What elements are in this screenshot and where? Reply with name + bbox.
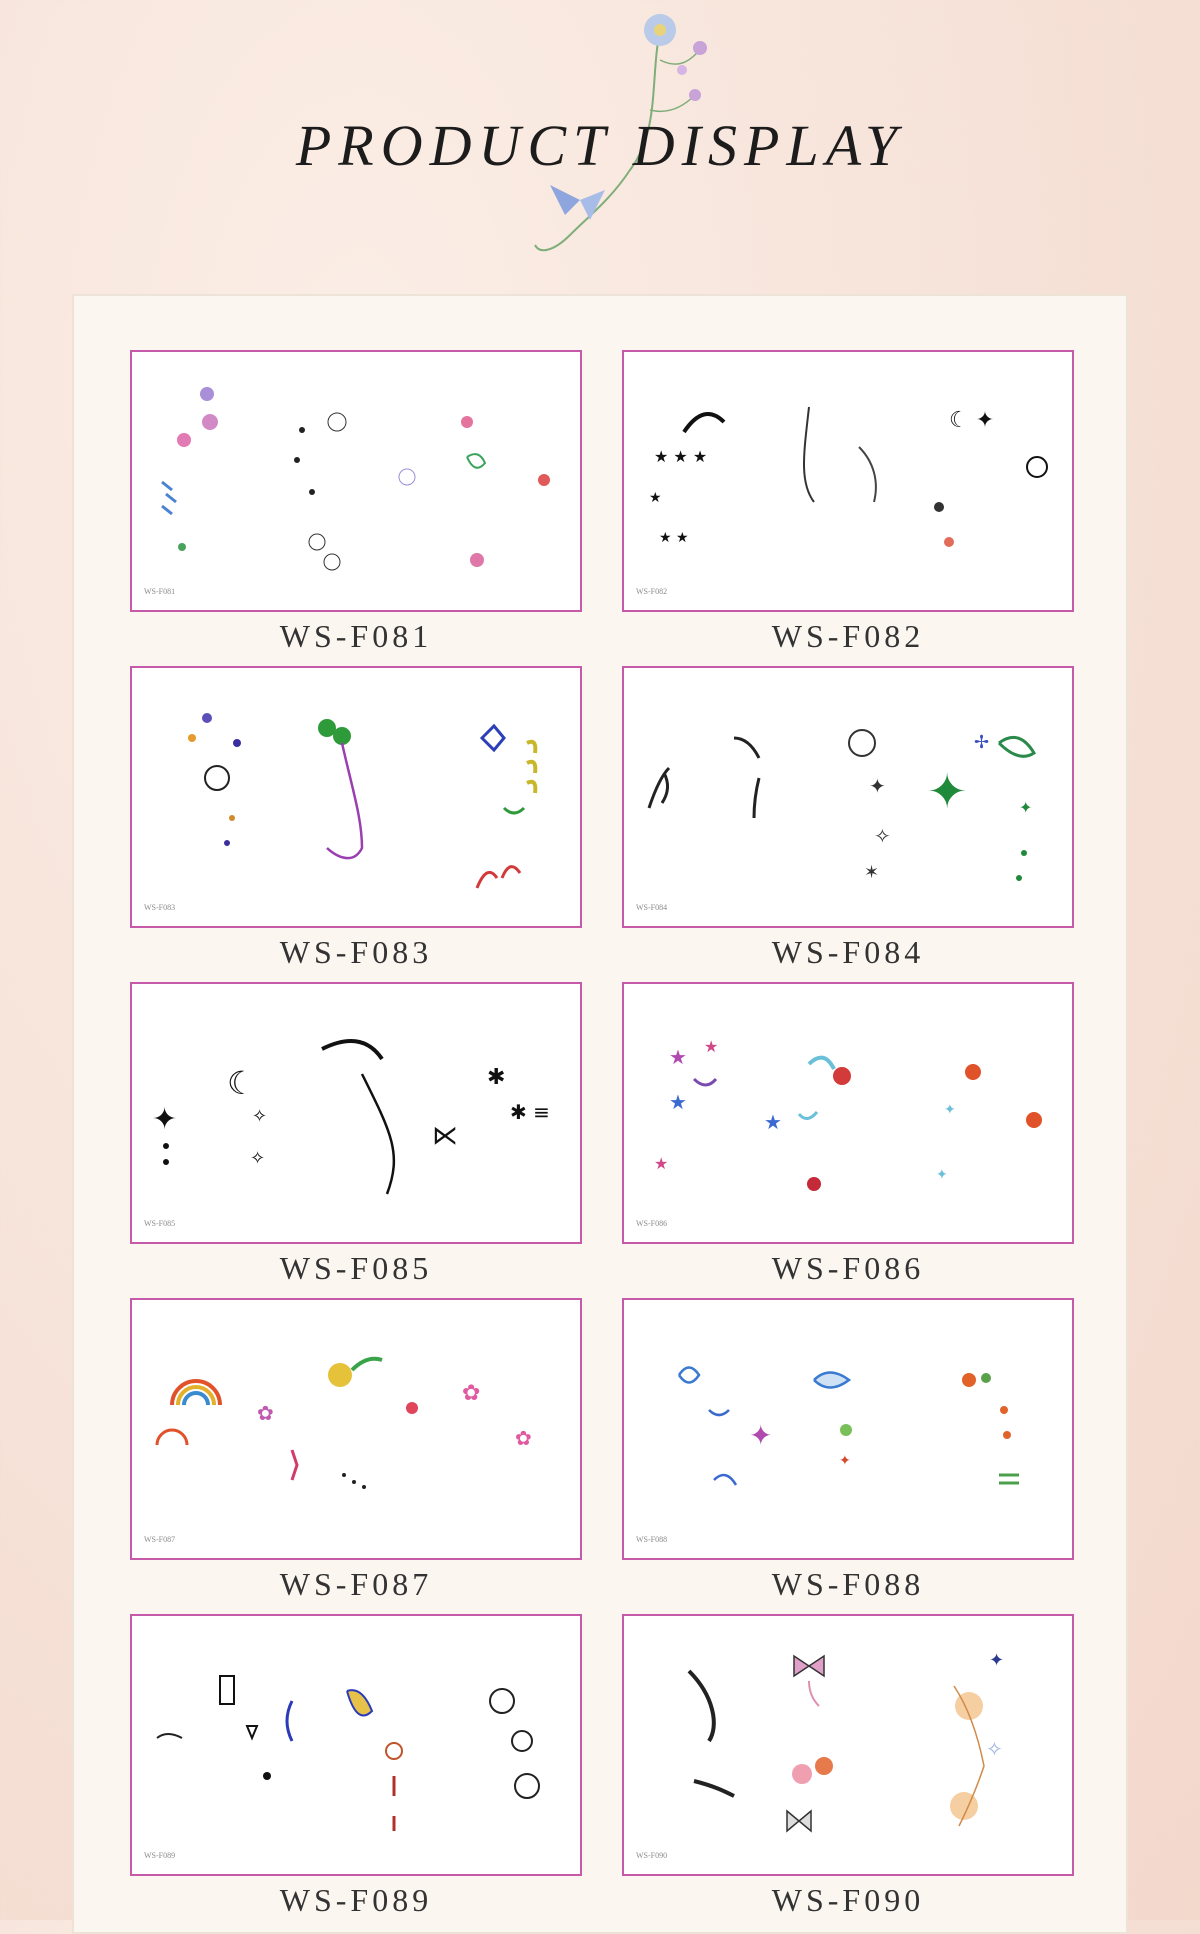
- drinks-cats-motif-icon: [132, 1616, 582, 1876]
- product-code: WS-F083: [279, 934, 433, 970]
- product-item[interactable]: [130, 1614, 582, 1930]
- sticker-sheet[interactable]: [130, 666, 582, 928]
- flowers-cats-motif-icon: [132, 352, 582, 612]
- product-item[interactable]: [622, 1298, 1074, 1614]
- svg-text:✦: ✦: [749, 1419, 773, 1452]
- svg-text:✶: ✶: [864, 862, 880, 883]
- small-code: WS-F082: [636, 587, 668, 596]
- product-code: WS-F087: [279, 1566, 433, 1602]
- product-panel: [72, 294, 1128, 1934]
- moon-stars-motif-icon: [132, 984, 582, 1244]
- sticker-sheet[interactable]: [130, 1614, 582, 1876]
- svg-text:★: ★: [669, 1045, 687, 1069]
- sticker-sheet[interactable]: [130, 1298, 582, 1560]
- svg-text:★ ★: ★ ★: [659, 530, 689, 546]
- small-code: WS-F081: [144, 587, 176, 596]
- sticker-sheet[interactable]: [622, 666, 1074, 928]
- rainbow-fruit-motif-icon: [132, 1300, 582, 1560]
- svg-text:☾ ✦: ☾ ✦: [949, 408, 995, 433]
- product-code: WS-F084: [771, 934, 925, 970]
- small-code: WS-F090: [636, 1851, 668, 1860]
- svg-text:✦: ✦: [1019, 798, 1033, 817]
- svg-text:✿: ✿: [462, 1381, 481, 1406]
- product-grid: [130, 350, 1074, 1930]
- svg-text:✧: ✧: [986, 1737, 1003, 1761]
- sticker-sheet[interactable]: [622, 1298, 1074, 1560]
- svg-text:✢: ✢: [974, 732, 990, 753]
- product-item[interactable]: [130, 350, 582, 666]
- svg-text:✦: ✦: [927, 764, 968, 820]
- product-item[interactable]: [130, 666, 582, 982]
- page-title: PRODUCT DISPLAY: [295, 113, 905, 178]
- svg-text:★: ★: [669, 1090, 687, 1114]
- small-code: WS-F088: [636, 1535, 668, 1544]
- svg-text:✿: ✿: [515, 1426, 532, 1450]
- stars-leaves-motif-icon: [624, 352, 1074, 612]
- product-code: WS-F085: [279, 1250, 433, 1286]
- svg-text:★: ★: [704, 1037, 719, 1056]
- svg-text:☾: ☾: [227, 1064, 256, 1102]
- product-code: WS-F082: [771, 618, 925, 654]
- svg-text:⋉: ⋉: [432, 1121, 458, 1151]
- product-item[interactable]: [622, 666, 1074, 982]
- product-item[interactable]: [622, 350, 1074, 666]
- product-item[interactable]: [130, 1298, 582, 1614]
- svg-text:✦: ✦: [944, 1102, 956, 1118]
- sticker-sheet[interactable]: [622, 350, 1074, 612]
- sticker-sheet[interactable]: [622, 1614, 1074, 1876]
- small-code: WS-F083: [144, 903, 176, 912]
- product-item[interactable]: [622, 982, 1074, 1298]
- small-code: WS-F084: [636, 903, 668, 912]
- product-item[interactable]: [130, 982, 582, 1298]
- product-code: WS-F086: [771, 1250, 925, 1286]
- svg-text:★ ★ ★: ★ ★ ★: [654, 447, 708, 466]
- sticker-sheet[interactable]: [130, 982, 582, 1244]
- product-code: WS-F081: [279, 618, 433, 654]
- product-item[interactable]: [622, 1614, 1074, 1930]
- svg-text:★: ★: [764, 1110, 782, 1134]
- svg-text:★: ★: [654, 1154, 669, 1173]
- svg-text:✦: ✦: [989, 1650, 1005, 1671]
- svg-text:✿: ✿: [257, 1401, 274, 1425]
- svg-text:✱ ≡: ✱ ≡: [510, 1100, 550, 1124]
- small-code: WS-F085: [144, 1219, 176, 1228]
- leaves-sparkles-motif-icon: [624, 668, 1074, 928]
- svg-text:✧: ✧: [250, 1148, 266, 1169]
- product-code: WS-F090: [771, 1882, 925, 1918]
- sticker-sheet[interactable]: [622, 982, 1074, 1244]
- svg-text:✦: ✦: [152, 1102, 178, 1137]
- starfish-strawberry-motif-icon: [624, 984, 1074, 1244]
- svg-text:✦: ✦: [936, 1167, 948, 1183]
- small-code: WS-F086: [636, 1219, 668, 1228]
- fish-sparkle-motif-icon: [624, 1300, 1074, 1560]
- svg-text:✦: ✦: [839, 1453, 851, 1469]
- svg-text:✧: ✧: [252, 1106, 268, 1127]
- product-code: WS-F088: [771, 1566, 925, 1602]
- svg-text:✱: ✱: [487, 1065, 506, 1090]
- svg-text:★: ★: [649, 490, 662, 506]
- header: [0, 0, 1200, 280]
- small-code: WS-F089: [144, 1851, 176, 1860]
- product-code: WS-F089: [279, 1882, 433, 1918]
- clover-heart-motif-icon: [132, 668, 582, 928]
- svg-text:✦: ✦: [869, 774, 886, 798]
- svg-text:✧: ✧: [874, 824, 891, 848]
- sticker-sheet[interactable]: [130, 350, 582, 612]
- butterflies-blossoms-motif-icon: [624, 1616, 1074, 1876]
- small-code: WS-F087: [144, 1535, 176, 1544]
